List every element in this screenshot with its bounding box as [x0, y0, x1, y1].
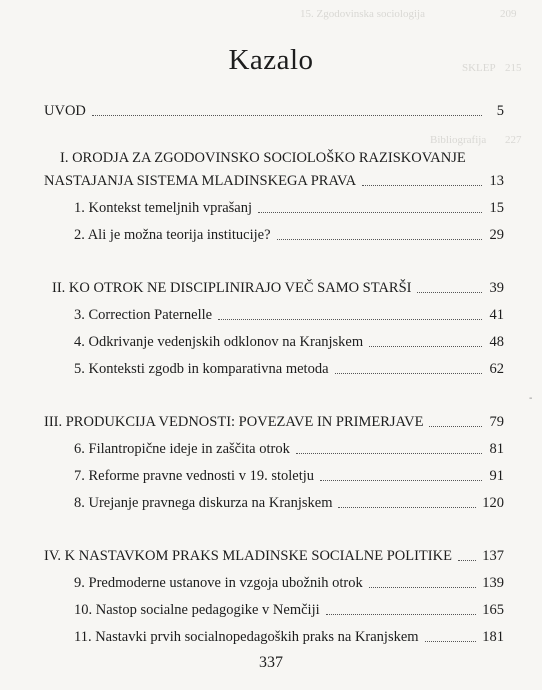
toc-label: IV. K NASTAVKOM PRAKS MLADINSKE SOCIALNE POLITIKE: [44, 548, 452, 564]
toc-page: 165: [482, 602, 504, 618]
leader-dots: [369, 587, 477, 588]
toc-entry-chapter-5[interactable]: [74, 361, 504, 378]
toc-label: 8. Urejanje pravnega diskurza na Kranjskem: [74, 495, 333, 511]
toc-entry-chapter-10[interactable]: [74, 602, 504, 619]
toc-page: 139: [482, 575, 504, 591]
toc-entry-chapter-7[interactable]: [74, 468, 504, 485]
toc-page: 62: [489, 361, 504, 377]
leader-dots: [417, 292, 482, 293]
toc-page: 181: [482, 629, 504, 645]
leader-dots: [326, 614, 477, 615]
toc-label: II. KO OTROK NE DISCIPLINIRAJO VEČ SAMO STARŠI: [52, 280, 412, 296]
page-number: 337: [259, 654, 283, 671]
toc-label: III. PRODUKCIJA VEDNOSTI: POVEZAVE IN PRIMERJAVE: [44, 414, 424, 430]
toc-page: 13: [489, 173, 504, 189]
toc-label: 10. Nastop socialne pedagogike v Nemčiji: [74, 602, 320, 618]
stray-mark: -: [529, 393, 533, 404]
toc-label: 6. Filantropične ideje in zaščita otrok: [74, 441, 290, 457]
ghost-text-page-b: 215: [505, 62, 522, 74]
toc-label: 1. Kontekst temeljnih vprašanj: [74, 200, 252, 216]
leader-dots: [429, 426, 482, 427]
toc-label: 4. Odkrivanje vedenjskih odklonov na Kranjskem: [74, 334, 364, 350]
leader-dots: [277, 239, 482, 240]
toc-part-heading-line[interactable]: I. ORODJA ZA ZGODOVINSKO SOCIOLOŠKO RAZISKOVANJE: [60, 150, 466, 166]
leader-dots: [296, 453, 482, 454]
toc-label: 2. Ali je možna teorija institucije?: [74, 227, 271, 243]
ghost-text-bibliografija: Bibliografija: [430, 134, 487, 146]
toc-entry-chapter-11[interactable]: [74, 629, 504, 646]
leader-dots: [335, 373, 482, 374]
toc-page: 48: [489, 334, 504, 350]
toc-page: 15: [489, 200, 504, 216]
toc-entry-uvod[interactable]: [44, 103, 504, 120]
leader-dots: [425, 641, 477, 642]
page-title: Kazalo: [228, 44, 314, 76]
toc-entry-chapter-3[interactable]: [74, 307, 504, 324]
toc-entry-chapter-4[interactable]: [74, 334, 504, 351]
toc-page: 39: [489, 280, 504, 296]
ghost-text-page-c: 227: [505, 134, 522, 146]
toc-entry-chapter-1[interactable]: [74, 200, 504, 217]
toc-label: NASTAJANJA SISTEMA MLADINSKEGA PRAVA: [44, 173, 357, 189]
toc-label: 9. Predmoderne ustanove in vzgoja ubožnih otrok: [74, 575, 363, 591]
toc-entry-part-4[interactable]: [44, 548, 504, 565]
leader-dots: [338, 507, 476, 508]
toc-entry-chapter-8[interactable]: [74, 495, 504, 512]
toc-entry-part-1[interactable]: [44, 173, 504, 190]
leader-dots: [369, 346, 482, 347]
toc-label: 7. Reforme pravne vednosti v 19. stoletju: [74, 468, 315, 484]
leader-dots: [362, 185, 482, 186]
ghost-text-sklep: SKLEP: [462, 62, 496, 74]
toc-page: 120: [482, 495, 504, 511]
ghost-text-top: 15. Zgodovinska sociologija: [300, 8, 425, 20]
toc-page: 137: [482, 548, 504, 564]
toc-entry-chapter-9[interactable]: [74, 575, 504, 592]
toc-label: UVOD: [44, 103, 86, 119]
toc-page: 91: [489, 468, 504, 484]
toc-page: 79: [489, 414, 504, 430]
toc-page: 5: [496, 103, 504, 119]
leader-dots: [258, 212, 482, 213]
toc-label: 11. Nastavki prvih socialnopedagoških praks na Kranjskem: [74, 629, 419, 645]
toc-page: 81: [489, 441, 504, 457]
toc-entry-part-3[interactable]: [44, 414, 504, 431]
leader-dots: [320, 480, 482, 481]
toc-entry-part-2[interactable]: [52, 280, 504, 297]
toc-label: 3. Correction Paternelle: [74, 307, 213, 323]
toc-page: 41: [489, 307, 504, 323]
toc-entry-chapter-6[interactable]: [74, 441, 504, 458]
leader-dots: [458, 560, 476, 561]
toc-page: 29: [489, 227, 504, 243]
leader-dots: [218, 319, 482, 320]
ghost-text-page-a: 209: [500, 8, 517, 20]
toc-label: 5. Konteksti zgodb in komparativna metoda: [74, 361, 329, 377]
toc-entry-chapter-2[interactable]: [74, 227, 504, 244]
leader-dots: [92, 115, 482, 116]
